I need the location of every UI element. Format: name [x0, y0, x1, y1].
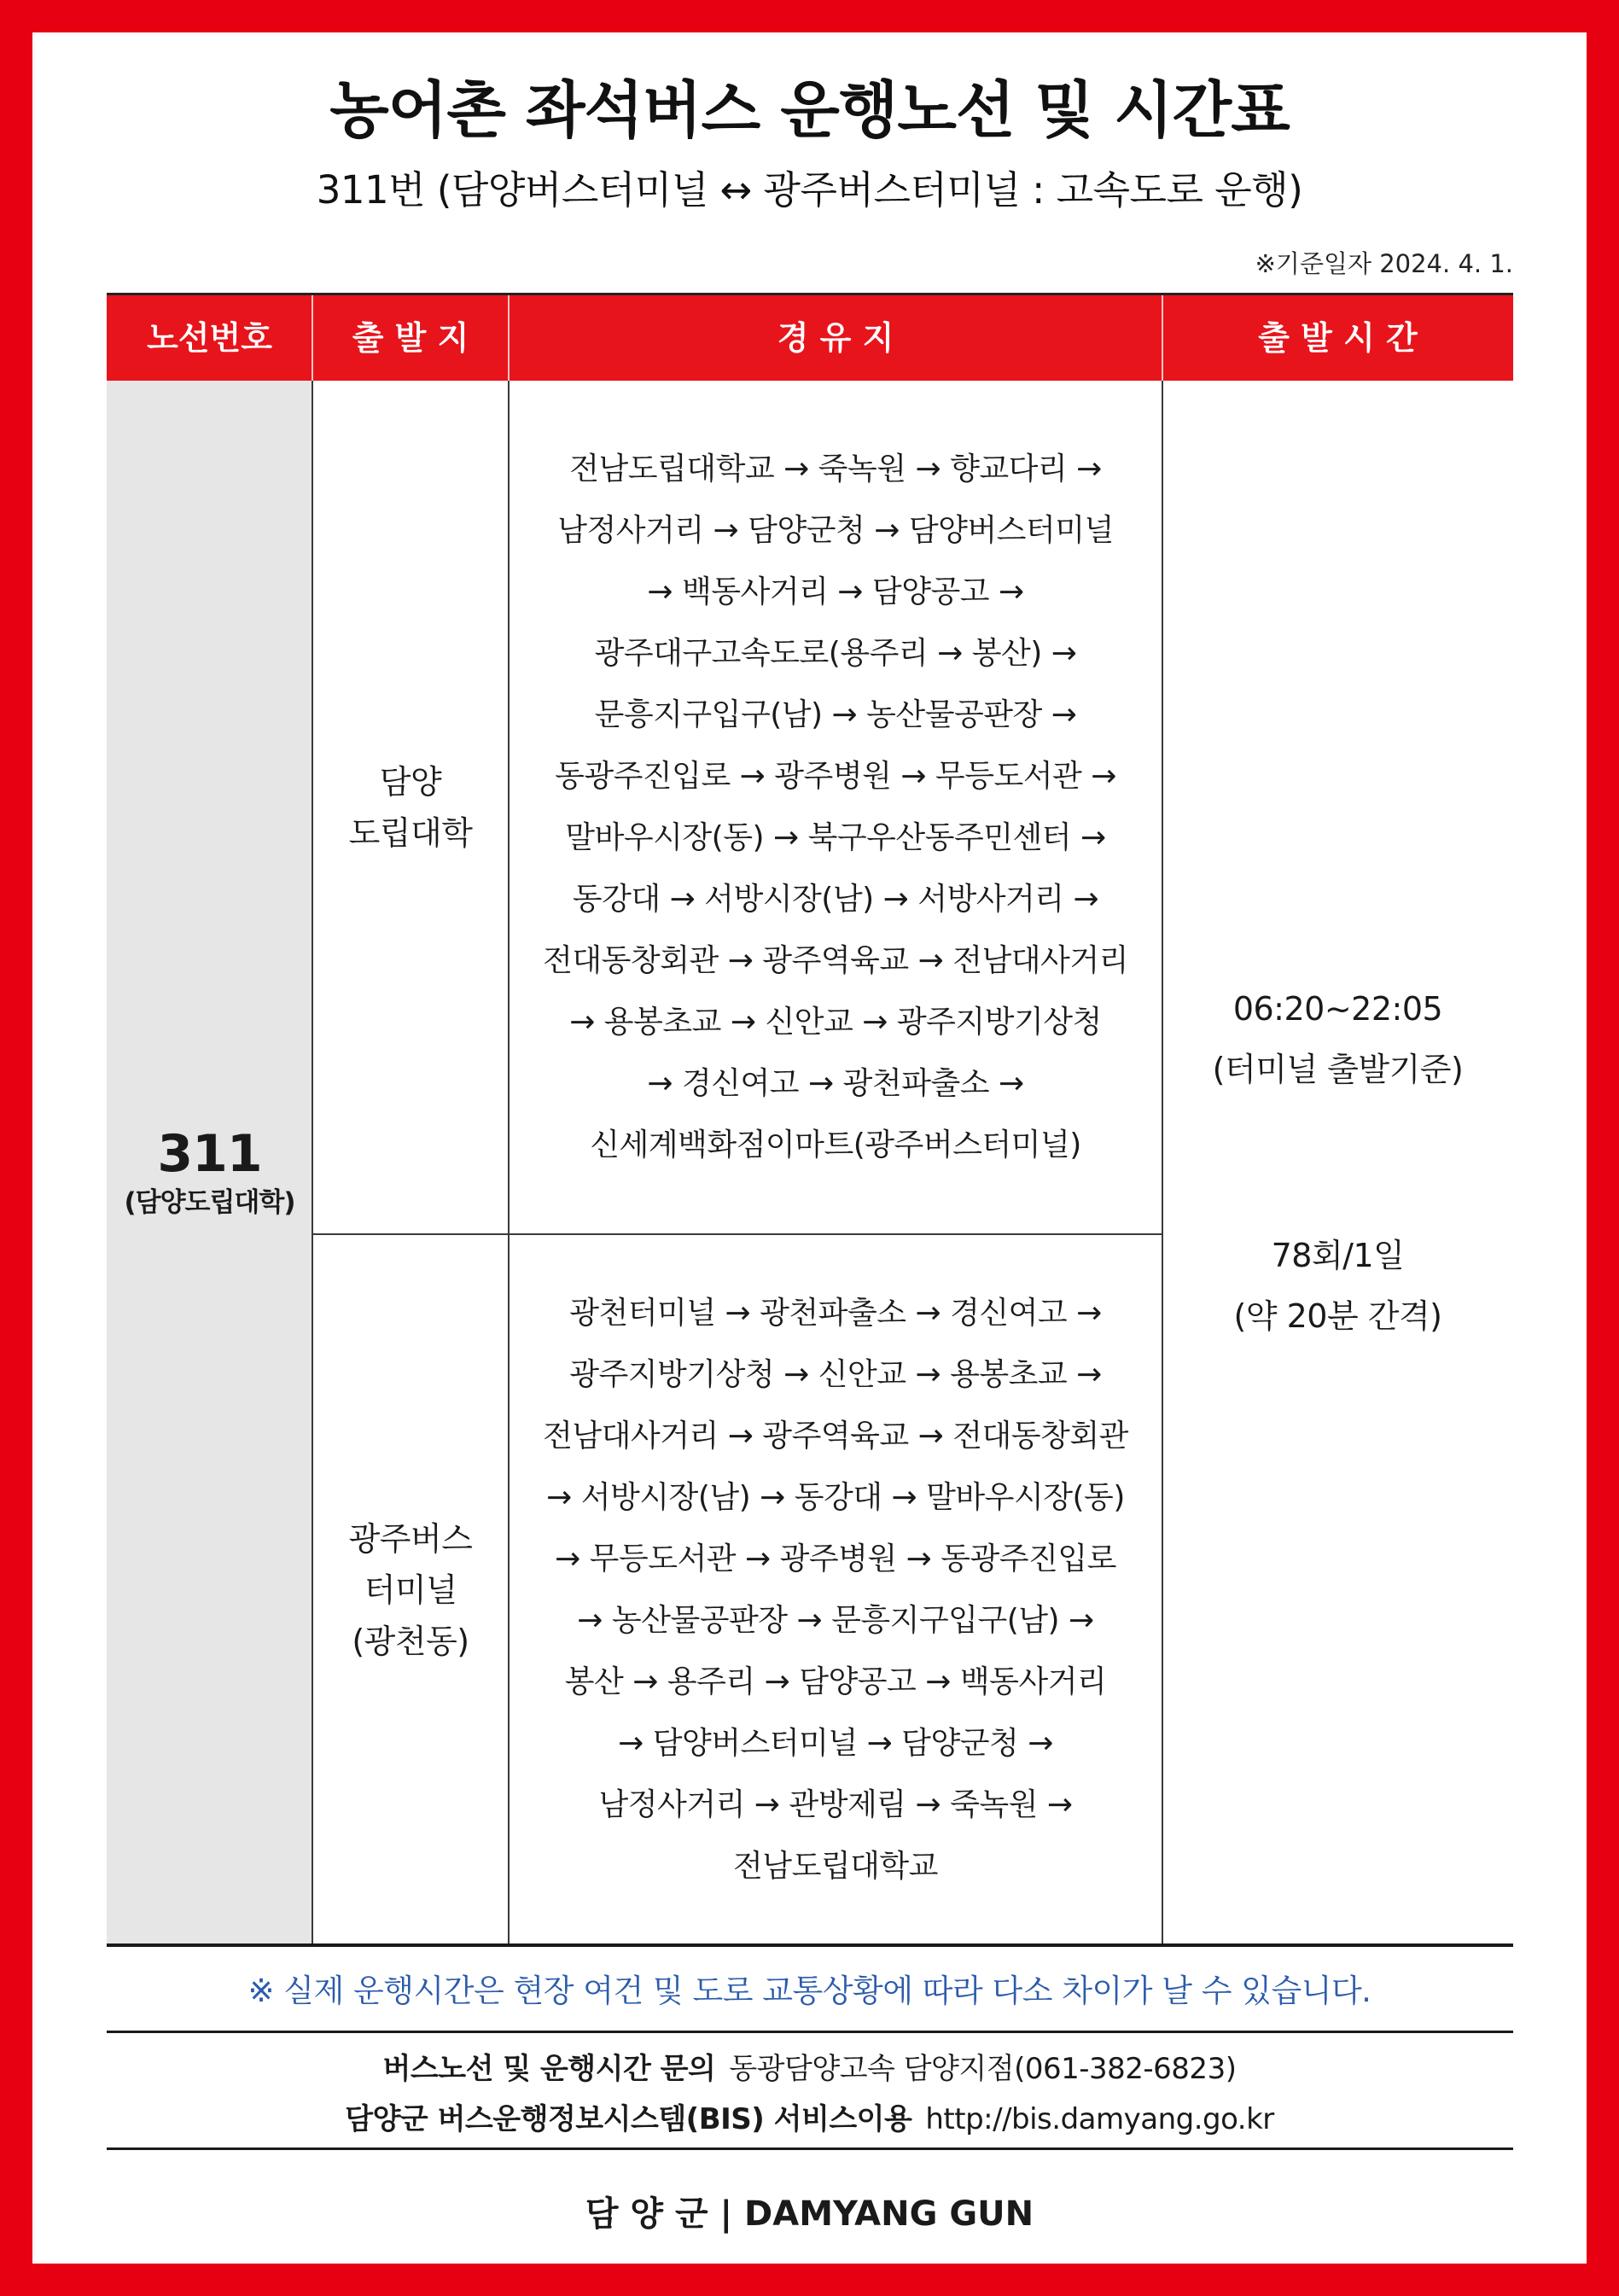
column-divider: [312, 381, 313, 1945]
origin-line: 광주버스: [348, 1519, 473, 1558]
header-divider: [312, 295, 313, 381]
via-line: 신세계백화점이마트(광주버스터미널): [590, 1128, 1081, 1163]
origin-line: 도립대학: [348, 814, 473, 852]
service-frequency: [1234, 1226, 1442, 1347]
footer-brand: 담 양 군 | DAMYANG GUN: [585, 2194, 1034, 2234]
bis-label: 담양군 버스운행정보시스템(BIS) 서비스이용: [345, 2102, 912, 2136]
column-divider: [1162, 381, 1163, 1945]
origin-cell-damyang: [312, 381, 509, 1234]
via-line: → 무등도서관 → 광주병원 → 동광주진입로: [555, 1541, 1116, 1576]
via-line: → 농산물공판장 → 문흥지구입구(남) →: [577, 1602, 1094, 1638]
divider: [107, 2031, 1513, 2033]
interval-value: (약 20분 간격): [1233, 1297, 1442, 1335]
table-bottom-rule: [107, 1943, 1513, 1947]
via-line: 광주대구고속도로(용주리 → 봉산) →: [594, 636, 1077, 671]
header-via: 경 유 지: [777, 319, 894, 357]
reference-date: ※기준일자 2024. 4. 1.: [1255, 249, 1513, 278]
via-line: 남정사거리 → 담양군청 → 담양버스터미널: [557, 513, 1114, 548]
via-line: → 경신여고 → 광천파출소 →: [647, 1066, 1024, 1101]
departure-cell: [1162, 381, 1513, 1945]
origin-line: 담양: [379, 763, 442, 801]
via-line: 문흥지구입구(남) → 농산물공판장 →: [594, 697, 1077, 732]
via-line: 동광주진입로 → 광주병원 → 무등도서관 →: [555, 759, 1116, 794]
via-line: 전남도립대학교: [733, 1848, 938, 1884]
bis-url: http://bis.damyang.go.kr: [925, 2102, 1274, 2136]
operating-hours-basis: (터미널 출발기준): [1212, 1051, 1464, 1088]
via-cell-from-gwangju: [509, 1234, 1162, 1945]
table-body: [107, 381, 1513, 1945]
table-header: [107, 293, 1513, 381]
inquiry-value: 동광담양고속 담양지점(061-382-6823): [729, 2052, 1237, 2086]
column-divider: [508, 381, 510, 1945]
row-divider: [312, 1233, 1162, 1235]
via-line: 말바우시장(동) → 북구우산동주민센터 →: [565, 820, 1106, 855]
origin-line: 터미널: [364, 1570, 457, 1609]
page-subtitle: 311번 (담양버스터미널 ↔ 광주버스터미널 : 고속도로 운행): [316, 167, 1303, 213]
origin-line: (광천동): [352, 1622, 469, 1660]
divider: [107, 2147, 1513, 2150]
inquiry-label: 버스노선 및 운행시간 문의: [382, 2052, 716, 2086]
origin-cell-gwangju: [312, 1234, 509, 1945]
operating-hours-value: 06:20~22:05: [1232, 990, 1443, 1028]
header-divider: [508, 295, 510, 381]
header-divider: [1162, 295, 1163, 381]
inquiry-line: [32, 2048, 1587, 2090]
timetable: [107, 293, 1513, 1945]
header-departure: 출 발 시 간: [1258, 319, 1418, 357]
via-line: → 백동사거리 → 담양공고 →: [647, 574, 1024, 609]
notice-text: ※ 실제 운행시간은 현장 여건 및 도로 교통상황에 따라 다소 차이가 날 수 있습니다.: [248, 1973, 1371, 2009]
via-line: → 담양버스터미널 → 담양군청 →: [618, 1725, 1053, 1761]
header-route-no: 노선번호: [147, 319, 272, 357]
header-origin: 출 발 지: [352, 319, 469, 357]
via-line: 동강대 → 서방시장(남) → 서방사거리 →: [572, 882, 1099, 917]
via-line: 전남대사거리 → 광주역육교 → 전대동창회관: [543, 1418, 1128, 1454]
via-cell-from-damyang: [509, 381, 1162, 1234]
page-title: 농어촌 좌석버스 운행노선 및 시간표: [329, 74, 1290, 146]
route-name: (담양도립대학): [124, 1186, 295, 1218]
route-cell: [107, 381, 312, 1945]
via-line: 전대동창회관 → 광주역육교 → 전남대사거리: [543, 943, 1128, 978]
via-line: 남정사거리 → 관방제림 → 죽녹원 →: [598, 1786, 1073, 1822]
via-line: 광천터미널 → 광천파출소 → 경신여고 →: [569, 1295, 1102, 1331]
frequency-value: 78회/1일: [1271, 1237, 1405, 1274]
via-line: → 서방시장(남) → 동강대 → 말바우시장(동): [546, 1479, 1125, 1515]
operating-hours: [1213, 979, 1464, 1100]
via-line: → 용봉초교 → 신안교 → 광주지방기상청: [569, 1005, 1102, 1040]
route-number: 311: [157, 1123, 262, 1184]
via-line: 전남도립대학교 → 죽녹원 → 향교다리 →: [569, 452, 1102, 487]
bis-line: [32, 2098, 1587, 2141]
via-line: 봉산 → 용주리 → 담양공고 → 백동사거리: [564, 1664, 1107, 1699]
via-line: 광주지방기상청 → 신안교 → 용봉초교 →: [569, 1356, 1102, 1392]
